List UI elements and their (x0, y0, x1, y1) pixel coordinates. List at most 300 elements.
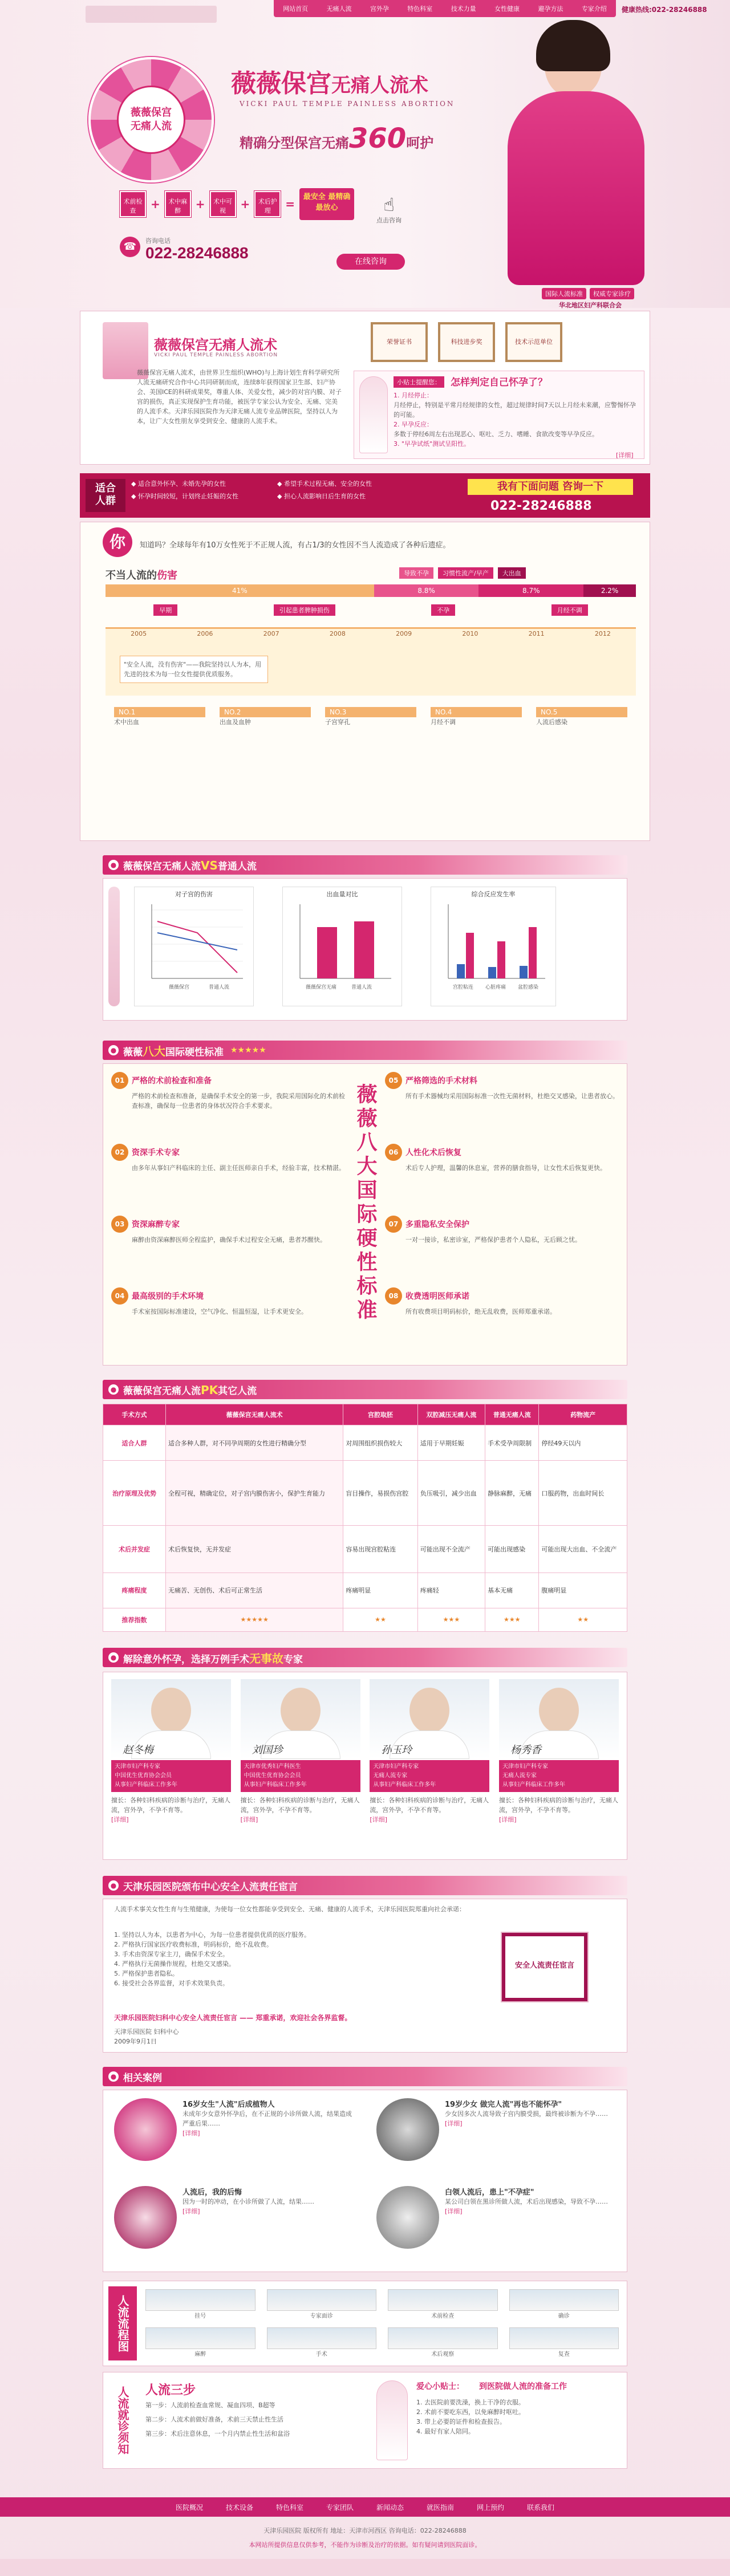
pk-table (103, 1404, 627, 1632)
expert-tag: 天津市优秀妇产科医生 (244, 1764, 301, 1770)
footer-line-2: 本网站所提供信息仅供参考，不能作为诊断及治疗的依据。如有疑问请到医院面诊。 (249, 2541, 481, 2549)
hero-steps (120, 188, 354, 220)
harm-no-row (114, 707, 627, 727)
table-row (103, 1525, 627, 1573)
harm-tag: 不孕 (431, 604, 455, 616)
flow-photo (388, 2327, 498, 2349)
harm-no-card (536, 707, 627, 727)
expert-signature: 孙玉玲 (381, 1744, 412, 1756)
expert-tag: 天津市妇产科专家 (502, 1764, 548, 1770)
standard-item (385, 1287, 619, 1350)
promise-title: 天津乐园医院颁布中心安全人流责任宦言 (123, 1881, 298, 1893)
timeline-years (106, 630, 636, 637)
footer-link[interactable]: 网上预约 (477, 2503, 505, 2512)
expert-desc: 擅长：各种妇科疾病的诊断与治疗，无痛人流，宫外孕，不孕不育等。 (370, 1797, 489, 1814)
footer-link[interactable]: 就医指南 (427, 2503, 455, 2512)
section-dot-icon: ● (108, 1880, 119, 1891)
expert-tag: 从事妇产科临床工作多年 (244, 1782, 307, 1788)
nav-link[interactable]: 技术力量 (451, 5, 476, 13)
case-more-link[interactable]: [详细] (182, 2130, 200, 2137)
flow-photo (145, 2327, 256, 2349)
tip-item: 4. 最好有家人陪同。 (416, 2428, 474, 2435)
equals-icon: = (285, 197, 295, 211)
nav-link[interactable]: 宫外孕 (370, 5, 389, 13)
hotline: 健康热线:022-28246888 (622, 6, 707, 14)
standard-number: 05 (385, 1072, 402, 1089)
stars-icon: ★★★★★ (230, 1046, 266, 1055)
footer-link[interactable]: 联系我们 (527, 2503, 555, 2512)
harm-no-card (220, 707, 311, 727)
promise-sign: 天津乐园医院 妇科中心 (114, 2028, 179, 2035)
case-desc: 少女因多次人流导致子宫内膜受损，最终被诊断为不孕…… (445, 2110, 608, 2118)
flow-photo (509, 2289, 619, 2311)
harm-no-card (325, 707, 416, 727)
notice-nurse (376, 2380, 408, 2460)
chart-2-plot (283, 899, 397, 996)
hero-title-sub: 无痛人流术 (331, 74, 428, 97)
standard-desc: 麻醉由资深麻醉医师全程监护，确保手术过程安全无痛，患者苏醒快。 (132, 1236, 326, 1244)
standard-desc: 手术室按国际标准建设，空气净化、恒温恒湿，让手术更安全。 (132, 1308, 307, 1315)
plus-icon: + (240, 197, 250, 211)
case-title: 白领人流后，患上"不孕症" (445, 2188, 534, 2197)
case-item (114, 2186, 354, 2260)
timeline-year: 2009 (396, 630, 412, 637)
promise-foot: 天津乐园医院妇科中心安全人流责任宦言 —— 郑重承诺，欢迎社会各界监督。 (114, 2014, 352, 2022)
case-photo (376, 2098, 439, 2161)
timeline-year: 2006 (197, 630, 213, 637)
case-photo (114, 2098, 177, 2161)
pk-title-a: 薇薇保宫无痛人流 (123, 1385, 201, 1397)
standard-title: 收费透明医师承诺 (405, 1292, 469, 1301)
case-more-link[interactable]: [详细] (445, 2120, 463, 2127)
chart-3-plot (431, 899, 551, 996)
tips-item: 月经停止，特别是平常月经规律的女性，超过规律时间7天以上月经未来潮，应警惕怀孕的可能。 (394, 401, 636, 419)
pk-cell: 可能出现感染 (485, 1525, 539, 1573)
pk-cell: 基本无痛 (485, 1573, 539, 1608)
pk-cell: 适用于早期妊娠 (417, 1425, 485, 1461)
section-dot-icon: ● (108, 1045, 119, 1055)
tip-title: 爱心小贴士： (416, 2382, 464, 2391)
footer-bottom-bar (0, 2559, 730, 2576)
chart-3-xlabel: 心脏疼痛 (485, 985, 506, 990)
flow-step-label: 复查 (558, 2351, 570, 2358)
flow-step-label: 专家面诊 (310, 2313, 333, 2319)
nav-link[interactable]: 网站首页 (283, 5, 309, 13)
click-consult[interactable] (376, 194, 402, 225)
pk-cell: 疼痛轻 (417, 1573, 485, 1608)
expert-desc: 擅长：各种妇科疾病的诊断与治疗，无痛人流，宫外孕，不孕不育等。 (111, 1797, 230, 1814)
flow-step-label: 麻醉 (194, 2351, 206, 2358)
expert-head (151, 1688, 191, 1733)
standards-grid (111, 1072, 619, 1350)
click-label: 点击咨询 (376, 217, 402, 224)
intro-title: 薇薇保宫无痛人流术 (154, 337, 277, 353)
standard-desc: 所有收费项目明码标价，绝无乱收费，医师郑重承诺。 (405, 1308, 556, 1315)
crowd-label-1: 适合 (95, 482, 116, 494)
standard-item (385, 1072, 619, 1135)
harm-know: 知道吗？全球每年有10万女性死于不正规人流，有占1/3的女性因不当人流造成了各种后遗症。 (140, 541, 451, 550)
expert-head (539, 1688, 579, 1733)
harm-no-text: 术中出血 (114, 718, 139, 726)
hero-title-main: 薇薇保宫 (231, 69, 331, 98)
hero-tags (542, 288, 634, 299)
chart-3-bar (457, 964, 465, 978)
timeline-year: 2005 (131, 630, 147, 637)
harm-no-text: 人流后感染 (536, 718, 567, 726)
flow-photo (388, 2289, 498, 2311)
flow-steps (145, 2289, 619, 2358)
promise-header (103, 1876, 627, 1895)
case-title: 人流后，我的后悔 (182, 2188, 242, 2197)
tips-list (394, 391, 639, 449)
standard-title: 资深手术专家 (132, 1148, 180, 1157)
harm-tag: 早期 (153, 604, 177, 616)
flow-label: 人流流程图 (108, 2286, 137, 2360)
table-row (103, 1461, 627, 1526)
tips-more-link[interactable]: [详细] (616, 452, 634, 459)
model-photo (490, 17, 656, 285)
flow-step-label: 术后观察 (431, 2351, 455, 2358)
harm-label: 习惯性流产/早产 (438, 567, 493, 579)
case-item (376, 2098, 616, 2172)
phone-label: 咨询电话 (145, 237, 171, 245)
expert-tag: 从事妇产科临床工作多年 (115, 1782, 177, 1788)
chart-2-xlabel: 薇薇保宫无痛 (306, 985, 337, 990)
flow-photo (145, 2289, 256, 2311)
notice-step: 第三步：术后注意休息，一个月内禁止性生活和盆浴 (145, 2430, 290, 2437)
chart-3-bar (529, 927, 537, 978)
standard-desc: 严格的术前检查和准备，是确保手术安全的第一步，我院采用国际化的术前检查标准，确保每一位患者的身体状况符合手术要求。 (132, 1092, 345, 1110)
pk-cell: ★★★★★ (166, 1608, 343, 1631)
tips-item: 3. "早孕试纸"测试呈阳性。 (394, 440, 471, 448)
chart-3-title: 综合反应发生率 (471, 891, 516, 898)
standard-title: 严格筛选的手术材料 (405, 1076, 477, 1086)
expert-signature: 赵冬梅 (123, 1744, 153, 1756)
promise-list (114, 1930, 468, 1988)
online-consult-button[interactable]: 在线咨询 (336, 254, 405, 270)
nav-link[interactable]: 女性健康 (494, 5, 520, 13)
crowd-list (131, 479, 416, 501)
harm-tag: 引起患者脾肿损伤 (274, 604, 335, 616)
expert-more-link[interactable]: [详细] (498, 1816, 517, 1823)
flow-step (388, 2289, 498, 2319)
pk-header-row (103, 1404, 627, 1425)
plus-icon: + (195, 197, 205, 211)
case-more-link[interactable]: [详细] (445, 2208, 463, 2215)
expert-desc: 擅长：各种妇科疾病的诊断与治疗，无痛人流，宫外孕，不孕不育等。 (498, 1797, 618, 1814)
footer-link[interactable]: 医院概况 (175, 2503, 203, 2512)
standard-desc: 所有手术器械均采用国际标准一次性无菌材料，杜绝交叉感染，让患者放心。 (405, 1092, 619, 1100)
expert-signature: 杨秀香 (510, 1744, 541, 1756)
expert-head (409, 1688, 449, 1733)
chart-3-bar (488, 967, 496, 978)
timeline-year: 2008 (329, 630, 346, 637)
chart-3-bar (466, 933, 474, 978)
tip-head: 到医院做人流的准备工作 (479, 2382, 567, 2391)
hero-title (231, 63, 428, 99)
logo (86, 6, 217, 23)
notice-title: 人流三步 (145, 2383, 196, 2398)
expert-tags (111, 1760, 231, 1792)
pk-col-header: 双腔减压无痛人流 (417, 1404, 485, 1425)
standards-header (103, 1041, 627, 1060)
harm-bar-seg: 2.2% (583, 584, 636, 597)
flow-photo (267, 2327, 377, 2349)
pk-cell: ★★ (343, 1608, 417, 1631)
promise-item: 4. 严格执行无菌操作规程，杜绝交叉感染。 (114, 1960, 235, 1968)
pk-row-key: 适合人群 (103, 1425, 166, 1461)
pk-cell: 可能出现不全流产 (417, 1525, 485, 1573)
pk-cell: 容易出现宫腔粘连 (343, 1525, 417, 1573)
flow-step (509, 2327, 619, 2358)
chart-2-bar (354, 921, 374, 978)
intro-text: 薇薇保宫无痛人流术，由世界卫生组织(WHO)与上海计划生育科学研究所人流无痛研究合作中心共同研制而成，连续8年获得国家卫生部、妇产协会、美国ICE的科研成果奖，尊重人体、关爱女性，减少的对宫内膜、对子宫的损伤，真正实现保护生育功能，被医学专家公认为安全、无痛、完美的人流手术。天津乐园医院作为天津无痛人流专业品牌医院，坚持以人为本，让广大女性朋友享受到安全、健康的人流手术。 (137, 369, 342, 425)
harm-title-a: 不当人流的 (106, 570, 157, 582)
timeline-year: 2010 (462, 630, 478, 637)
harm-no-label: NO.3 (325, 707, 416, 717)
expert-tag: 无痛人流专家 (502, 1773, 537, 1779)
flow-step-label: 确诊 (558, 2313, 570, 2319)
footer-nav (0, 2497, 730, 2517)
expert-tags (241, 1760, 360, 1792)
experts-title-b: 专家 (283, 1653, 303, 1665)
expert-card (370, 1679, 489, 1824)
pk-cell: ★★★ (485, 1608, 539, 1631)
chart-1-title: 对子宫的伤害 (175, 891, 213, 898)
cases-title: 相关案例 (123, 2072, 162, 2084)
harm-label: 大出血 (498, 567, 526, 579)
slogan-b: 呵护 (406, 135, 434, 151)
promise-certificate (502, 1933, 587, 2001)
certificate-title: 安全人流责任宦言 (514, 1961, 574, 1970)
harm-no-label: NO.5 (536, 707, 627, 717)
tips-item: 2. 早孕反应： (394, 421, 433, 428)
tip-item: 2. 术前不要吃东西，以免麻醉时呕吐。 (416, 2408, 525, 2416)
pk-col-header: 薇薇保宫无痛人流术 (166, 1404, 343, 1425)
pk-cell: ★★★ (417, 1608, 485, 1631)
case-desc: 某公司白领在黑诊所做人流，术后出现感染，导致不孕…… (445, 2198, 608, 2205)
section-dot-icon: ● (108, 860, 119, 870)
expert-tags (370, 1760, 489, 1792)
case-desc: 因为一时的冲动，在小诊所做了人流，结果…… (182, 2198, 314, 2205)
pk-cell: 盲目操作，易损伤宫腔 (343, 1461, 417, 1526)
top-nav (274, 0, 616, 17)
table-row (103, 1425, 627, 1461)
standards-title-b: 国际硬性标准 (165, 1046, 224, 1058)
expert-tag: 从事妇产科临床工作多年 (502, 1782, 565, 1788)
standard-item (385, 1144, 619, 1206)
certificate: 技术示范单位 (505, 322, 562, 362)
vs-title-b: 普通人流 (217, 860, 257, 872)
harm-quote: "安全人流，没有伤害"——我院坚持以人为本，用先进的技术为每一位女性提供优质服务。 (120, 656, 268, 683)
chart-3-xlabel: 盆腔感染 (518, 985, 539, 990)
pk-header (103, 1380, 627, 1399)
nav-link[interactable]: 专家介绍 (581, 5, 607, 13)
nav-link[interactable]: 特色科室 (407, 5, 433, 13)
pk-cell: 静脉麻醉，无痛 (485, 1461, 539, 1526)
pk-row-key: 术后并发症 (103, 1525, 166, 1573)
pk-cell: 无痛苦、无创伤、术后可正常生活 (166, 1573, 343, 1608)
promise-item: 2. 严格执行国家医疗收费标准，明码标价，绝不乱收费。 (114, 1941, 273, 1948)
pk-col-header: 药物流产 (539, 1404, 627, 1425)
timeline-year: 2012 (594, 630, 611, 637)
footer-link[interactable]: 特色科室 (275, 2503, 303, 2512)
expert-tag: 从事妇产科临床工作多年 (373, 1782, 436, 1788)
footer-link[interactable]: 新闻动态 (376, 2503, 404, 2512)
step-box: 术中麻醉 (165, 191, 191, 217)
vs-title-a: 薇薇保宫无痛人流 (123, 860, 201, 872)
chart-1 (134, 887, 254, 1006)
expert-tag: 天津市妇产科专家 (115, 1764, 160, 1770)
expert-more-link[interactable]: [详细] (240, 1816, 258, 1823)
case-more-link[interactable]: [详细] (182, 2208, 200, 2215)
slogan-number: 360 (349, 123, 407, 155)
harm-no-text: 月经不调 (431, 718, 456, 726)
certificate: 荣誉证书 (371, 322, 428, 362)
standard-title: 人性化术后恢复 (405, 1148, 461, 1157)
expert-more-link[interactable]: [详细] (370, 1816, 387, 1823)
flow-step (145, 2289, 256, 2319)
phone-icon: ☎ (120, 237, 140, 257)
certificate: 科技进步奖 (438, 322, 495, 362)
model-hair (536, 20, 610, 71)
case-desc: 未成年少女意外怀孕后，在不正规的小诊所做人流，结果造成严重后果…… (182, 2110, 352, 2127)
standards-title-a: 薇薇 (123, 1046, 143, 1058)
standard-item (111, 1287, 345, 1350)
pk-title (123, 1383, 257, 1397)
harm-no-label: NO.4 (431, 707, 522, 717)
tag-badge: 权威专家诊疗 (590, 288, 634, 299)
crowd-item: ◆ 适合意外怀孕、未婚先孕的女性 (131, 480, 226, 487)
expert-tag: 中国优生优育协会会员 (244, 1773, 301, 1779)
wheel-center (117, 86, 185, 154)
pk-cell: 可能出现大出血、不全流产 (539, 1525, 627, 1573)
expert-more-link[interactable]: [详细] (111, 1816, 129, 1823)
standard-number: 03 (111, 1216, 128, 1233)
standard-number: 07 (385, 1216, 402, 1233)
flow-photo (267, 2289, 377, 2311)
cert-row (371, 322, 562, 362)
plus-icon: + (151, 197, 160, 211)
harm-labels (399, 567, 526, 579)
result-box: 最安全 最精确 最放心 (299, 188, 354, 220)
table-row (103, 1608, 627, 1631)
nav-link[interactable]: 无痛人流 (326, 5, 352, 13)
case-item (376, 2186, 616, 2260)
tips-question: 怎样判定自己怀孕了？ (451, 377, 548, 388)
harm-title-em: 伤害 (157, 570, 177, 582)
case-title: 19岁少女 做完人流"再也不能怀孕" (445, 2100, 562, 2109)
harm-no-text: 出血及血肿 (220, 718, 251, 726)
expert-card (111, 1679, 231, 1824)
chart-2-title: 出血量对比 (326, 891, 358, 898)
expert-desc: 擅长：各种妇科疾病的诊断与治疗，无痛人流，宫外孕，不孕不育等。 (240, 1797, 360, 1814)
harm-title (106, 567, 177, 582)
pk-col-header: 宫腔取胚 (343, 1404, 417, 1425)
standard-number: 06 (385, 1144, 402, 1161)
standard-number: 02 (111, 1144, 128, 1161)
standard-number: 08 (385, 1287, 402, 1305)
promise-intro: 人流手术事关女性生育与生殖健康，为使每一位女性都能享受到安全、无痛、健康的人流手术，天津乐园医院郑重向社会承诺： (114, 1905, 465, 1913)
wheel-center-label: 薇薇保宫 无痛人流 (131, 107, 172, 132)
vs-badge: VS (201, 858, 218, 872)
chart-1-xlabel: 薇薇保宫 (169, 985, 190, 990)
standard-desc: 由多年从事妇产科临床的主任、副主任医师亲自手术，经验丰富，技术精湛。 (132, 1164, 345, 1172)
step-box: 术后护理 (254, 191, 281, 217)
hero-subtitle-en: VICKI PAUL TEMPLE PAINLESS ABORTION (240, 100, 455, 108)
standards-center: 薇薇八大国际硬性标准 (354, 1083, 377, 1323)
pk-cell: 对周围组织损伤较大 (343, 1425, 417, 1461)
notice-step: 第一步：人流前检查血常规、凝血四项、B超等 (145, 2402, 275, 2409)
intro-en: VICKI PAUL TEMPLE PAINLESS ABORTION (154, 352, 278, 358)
tips-item: 多数于停经6周左右出现恶心、呕吐、乏力、嗜睡、食欲改变等早孕反应。 (394, 430, 598, 438)
crowd-label-2: 人群 (95, 495, 116, 507)
footer-link[interactable]: 专家团队 (326, 2503, 354, 2512)
crowd-item: ◆ 希望手术过程无痛、安全的女性 (277, 480, 372, 487)
pk-col-header: 手术方式 (103, 1404, 166, 1425)
pk-cell: ★★ (539, 1608, 627, 1631)
harm-bar-seg: 41% (106, 584, 374, 597)
harm-no-card (114, 707, 205, 727)
pk-cell: 手术受孕周限制 (485, 1425, 539, 1461)
cases-header (103, 2067, 627, 2086)
harm-bar-seg: 8.8% (374, 584, 479, 597)
promise-item: 3. 手术由资深专家主刀，确保手术安全。 (114, 1951, 229, 1958)
experts-title-em: 无事故 (249, 1651, 283, 1665)
phone-number: 022-28246888 (145, 244, 249, 262)
expert-tag: 天津市妇产科专家 (373, 1764, 419, 1770)
flow-step (509, 2289, 619, 2319)
chart-3 (431, 887, 556, 1006)
flow-step (145, 2327, 256, 2358)
pk-row-key: 疼痛程度 (103, 1573, 166, 1608)
standard-item (111, 1072, 345, 1135)
flow-step (388, 2327, 498, 2358)
crowd-banner-label (86, 479, 125, 512)
standards-title-em: 八大 (143, 1044, 165, 1058)
hero-slogan (240, 123, 433, 155)
footer-link[interactable]: 技术设备 (225, 2503, 253, 2512)
expert-signature: 刘国珍 (252, 1744, 283, 1756)
standard-desc: 一对一接诊，私密诊室，严格保护患者个人隐私，无后顾之忧。 (405, 1236, 581, 1244)
nav-link[interactable]: 避孕方法 (538, 5, 563, 13)
pk-cell: 口服药物，出血时间长 (539, 1461, 627, 1526)
notice-step: 第二步：人流术前做好准备，术前三天禁止性生活 (145, 2416, 283, 2423)
standard-number: 04 (111, 1287, 128, 1305)
standard-item (111, 1216, 345, 1278)
flow-step-label: 挂号 (194, 2313, 206, 2319)
tag-badge: 国际人流标准 (542, 288, 586, 299)
flow-step (267, 2289, 377, 2319)
vs-header (103, 855, 627, 875)
pk-cell: 腹痛明显 (539, 1573, 627, 1608)
experts-title-a: 解除意外怀孕，选择万例手术 (123, 1653, 249, 1665)
harm-tags (106, 604, 636, 616)
flow-step-label: 手术 (315, 2351, 327, 2358)
step-box: 术中可视 (210, 191, 236, 217)
hand-pointer-icon: ☝ (383, 194, 395, 216)
expert-tag: 无痛人流专家 (373, 1773, 408, 1779)
nurse-image (359, 376, 388, 453)
standard-number: 01 (111, 1072, 128, 1089)
step-box: 术前检查 (120, 191, 146, 217)
tips-badge: 小贴士提醒您： (394, 376, 444, 388)
case-title: 16岁女生"人流"后成植物人 (182, 2100, 275, 2109)
cases-grid (114, 2098, 616, 2260)
cta-button[interactable]: 我有下面问题 咨询一下 (468, 479, 633, 495)
standard-desc: 术后专人护理，温馨的休息室，营养的膳食指导，让女性术后恢复更快。 (405, 1164, 606, 1172)
pk-row-key: 推荐指数 (103, 1608, 166, 1631)
